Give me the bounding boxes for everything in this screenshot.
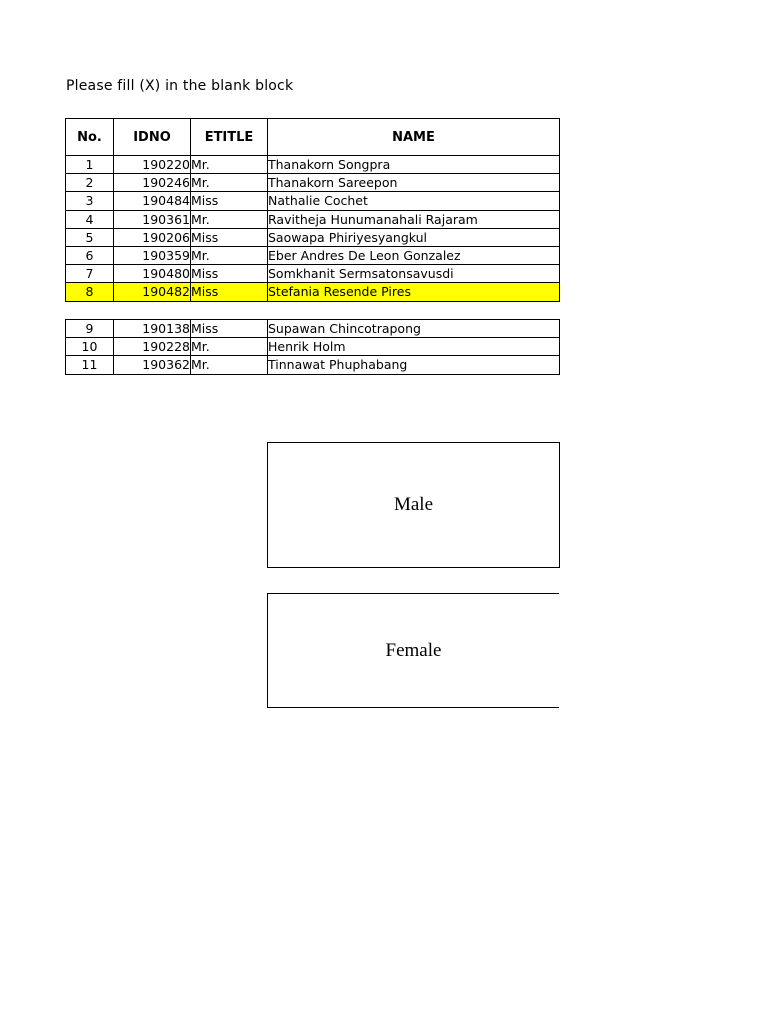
table-row [66, 320, 560, 338]
female-checkbox-block[interactable] [267, 593, 559, 708]
cell-etitle: Mr. [191, 210, 268, 228]
cell-no: 10 [66, 338, 114, 356]
cell-idno: 190480 [114, 265, 191, 283]
cell-no: 1 [66, 156, 114, 174]
cell-idno: 190220 [114, 156, 191, 174]
instruction-text: Please fill (X) in the blank block [66, 78, 294, 94]
male-checkbox-block[interactable] [267, 442, 560, 568]
cell-name: Supawan Chincotrapong [268, 320, 560, 338]
cell-etitle: Miss [191, 228, 268, 246]
participant-table-continued [65, 319, 560, 375]
cell-idno: 190359 [114, 246, 191, 264]
header-no: No. [66, 119, 114, 156]
cell-etitle: Miss [191, 192, 268, 210]
cell-idno: 190138 [114, 320, 191, 338]
cell-etitle: Mr. [191, 338, 268, 356]
participant-table [65, 118, 560, 302]
cell-no: 9 [66, 320, 114, 338]
cell-no: 7 [66, 265, 114, 283]
cell-name: Thanakorn Sareepon [268, 174, 560, 192]
cell-name: Ravitheja Hunumanahali Rajaram [268, 210, 560, 228]
cell-idno: 190228 [114, 338, 191, 356]
table-row [66, 174, 560, 192]
cell-idno: 190482 [114, 283, 191, 301]
table-row [66, 356, 560, 374]
cell-etitle: Mr. [191, 246, 268, 264]
cell-name: Eber Andres De Leon Gonzalez [268, 246, 560, 264]
cell-name: Tinnawat Phuphabang [268, 356, 560, 374]
cell-name: Stefania Resende Pires [268, 283, 560, 301]
cell-name: Thanakorn Songpra [268, 156, 560, 174]
table-row [66, 156, 560, 174]
cell-no: 11 [66, 356, 114, 374]
table-row [66, 228, 560, 246]
cell-name: Henrik Holm [268, 338, 560, 356]
cell-idno: 190484 [114, 192, 191, 210]
cell-etitle: Miss [191, 265, 268, 283]
table-row [66, 210, 560, 228]
cell-name: Somkhanit Sermsatonsavusdi [268, 265, 560, 283]
cell-no: 6 [66, 246, 114, 264]
cell-no: 3 [66, 192, 114, 210]
cell-etitle: Mr. [191, 356, 268, 374]
cell-idno: 190362 [114, 356, 191, 374]
cell-no: 4 [66, 210, 114, 228]
table-row [66, 265, 560, 283]
table-row-highlighted [66, 283, 560, 301]
cell-etitle: Miss [191, 320, 268, 338]
table-row [66, 338, 560, 356]
header-name: NAME [268, 119, 560, 156]
female-label: Female [385, 639, 442, 661]
male-label: Male [393, 494, 434, 515]
cell-no: 8 [66, 283, 114, 301]
cell-no: 5 [66, 228, 114, 246]
cell-idno: 190206 [114, 228, 191, 246]
cell-no: 2 [66, 174, 114, 192]
table-header-row [66, 119, 560, 156]
cell-etitle: Mr. [191, 156, 268, 174]
header-etitle: ETITLE [191, 119, 268, 156]
cell-idno: 190361 [114, 210, 191, 228]
table-row [66, 192, 560, 210]
cell-etitle: Miss [191, 283, 268, 301]
header-idno: IDNO [114, 119, 191, 156]
cell-name: Saowapa Phiriyesyangkul [268, 228, 560, 246]
table-row [66, 246, 560, 264]
cell-etitle: Mr. [191, 174, 268, 192]
cell-name: Nathalie Cochet [268, 192, 560, 210]
cell-idno: 190246 [114, 174, 191, 192]
